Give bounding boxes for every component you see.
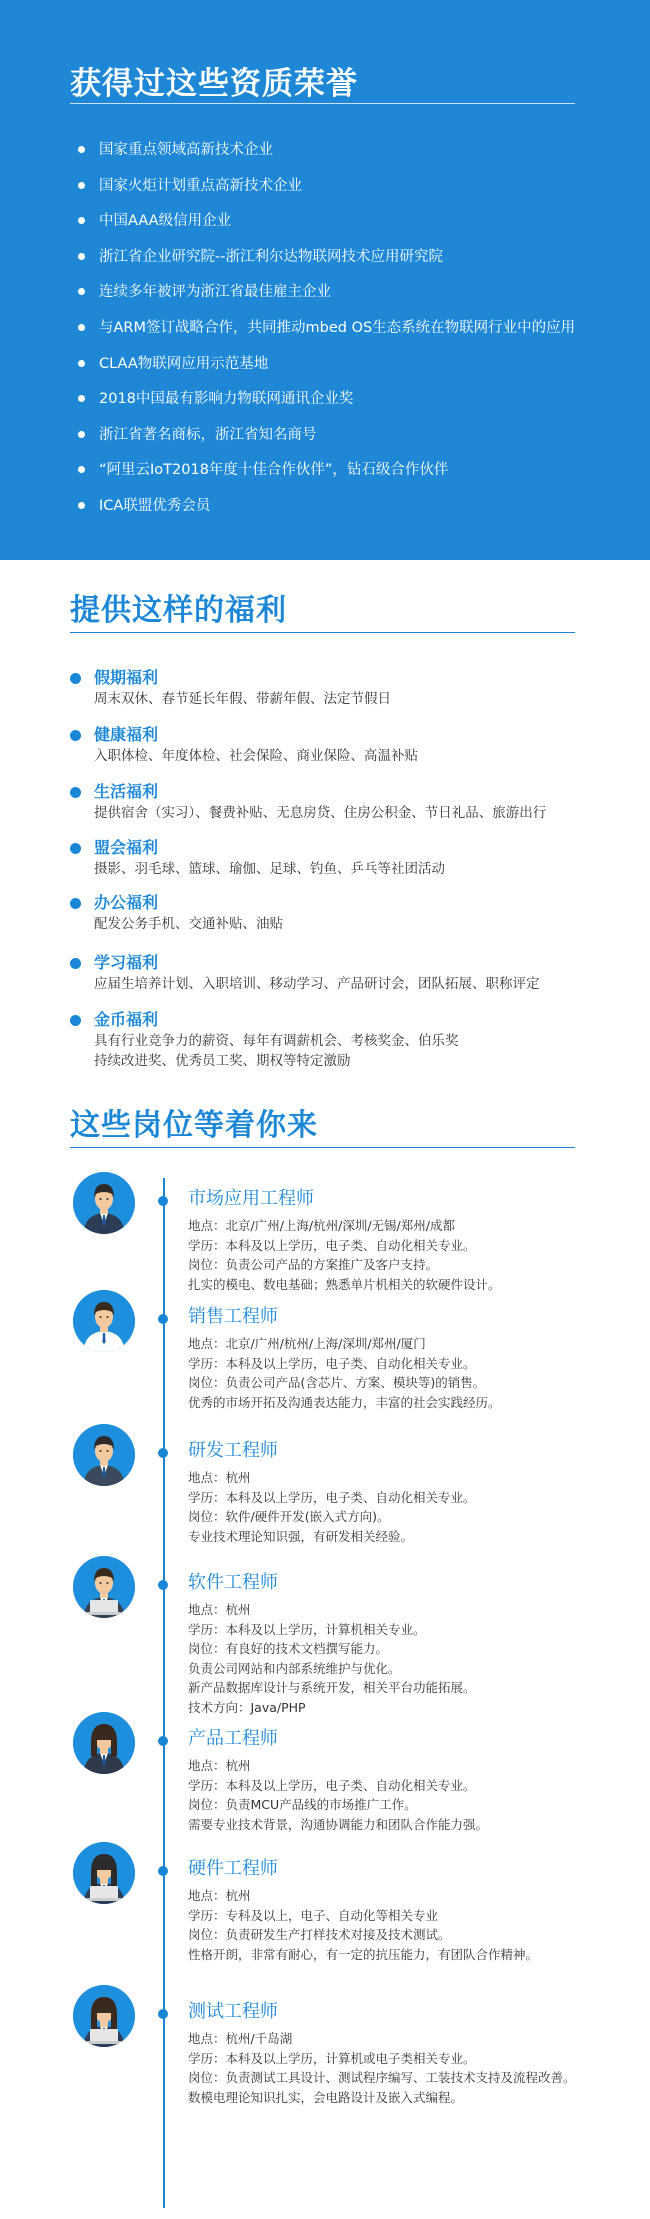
- benefits-divider: [70, 632, 575, 633]
- bullet-dot-icon: [78, 146, 85, 153]
- job-detail-line: 学历：本科及以上学历，计算机相关专业。: [188, 1621, 426, 1637]
- job-detail-line: 地点：杭州: [188, 1888, 251, 1903]
- jobs-divider: [70, 1147, 575, 1148]
- honors-divider: [70, 103, 575, 104]
- job-detail-line: 学历：本科及以上学历，计算机或电子类相关专业。: [188, 2050, 476, 2066]
- job-detail-line: 地点：杭州: [188, 1470, 251, 1485]
- bullet-dot-icon: [70, 843, 81, 854]
- bullet-dot-icon: [78, 253, 85, 260]
- job-detail-line: 岗位：负责MCU产品线的市场推广工作。: [188, 1797, 417, 1812]
- bullet-dot-icon: [70, 1015, 81, 1026]
- bullet-dot-icon: [70, 898, 81, 909]
- job-detail-line: 优秀的市场开拓及沟通表达能力，丰富的社会实践经历。: [188, 1394, 501, 1410]
- job-title: 市场应用工程师: [188, 1188, 314, 1209]
- bullet-dot-icon: [78, 502, 85, 509]
- benefit-desc: [94, 859, 445, 879]
- bullet-dot-icon: [70, 958, 81, 969]
- bullet-dot-icon: [70, 787, 81, 798]
- honor-item: [78, 316, 575, 352]
- timeline-dot-icon: [158, 1866, 168, 1876]
- benefit-name: 金币福利: [94, 1010, 159, 1029]
- honor-text: 与ARM签订战略合作，共同推动mbed OS生态系统在物联网行业中的应用: [99, 319, 576, 336]
- job-detail-line: 学历：本科及以上学历，电子类、自动化相关专业。: [188, 1489, 476, 1505]
- benefit-name: 学习福利: [94, 953, 159, 972]
- honor-text: 2018中国最有影响力物联网通讯企业奖: [99, 391, 354, 408]
- job-title: 产品工程师: [188, 1728, 278, 1749]
- bullet-dot-icon: [78, 324, 85, 331]
- timeline-dot-icon: [158, 1736, 168, 1746]
- person-avatar-icon: [73, 1556, 135, 1618]
- benefit-desc-line: 入职体检、年度体检、社会保险、商业保险、高温补贴: [94, 748, 418, 764]
- job-details: [188, 1886, 538, 1964]
- job-detail-line: 性格开朗，非常有耐心，有一定的抗压能力，有团队合作精神。: [188, 1946, 539, 1962]
- job-title: 研发工程师: [188, 1440, 278, 1461]
- benefit-desc: [94, 914, 283, 934]
- job-detail-line: 岗位：负责公司产品(含芯片、方案、模块等)的销售。: [188, 1375, 486, 1390]
- bullet-dot-icon: [78, 395, 85, 402]
- benefit-desc-line: 具有行业竞争力的薪资、每年有调薪机会、考核奖金、伯乐奖: [94, 1033, 459, 1049]
- person-avatar-icon: [73, 1172, 135, 1234]
- job-detail-line: 岗位：负责测试工具设计、测试程序编写、工装技术支持及流程改善。: [188, 2070, 576, 2085]
- honor-item: [78, 245, 575, 281]
- job-detail-line: 地点：北京/广州/杭州/上海/深圳/郑州/厦门: [188, 1336, 426, 1351]
- honor-item: [78, 458, 575, 494]
- person-avatar-icon: [73, 1842, 135, 1904]
- job-detail-line: 扎实的模电、数电基础；熟悉单片机相关的软硬件设计。: [188, 1276, 501, 1292]
- job-detail-line: 数模电理论知识扎实，会电路设计及嵌入式编程。: [188, 2089, 464, 2105]
- benefit-name: 健康福利: [94, 725, 159, 744]
- honor-text: 连续多年被评为浙江省最佳雇主企业: [99, 284, 331, 301]
- bullet-dot-icon: [78, 431, 85, 438]
- job-details: [188, 1468, 476, 1546]
- benefits-title: 提供这样的福利: [70, 593, 287, 628]
- job-detail-line: 学历：本科及以上学历，电子类、自动化相关专业。: [188, 1355, 476, 1371]
- honor-text: ICA联盟优秀会员: [99, 497, 211, 514]
- benefit-desc: [94, 803, 546, 823]
- job-detail-line: 学历：本科及以上学历，电子类、自动化相关专业。: [188, 1777, 476, 1793]
- bullet-dot-icon: [78, 360, 85, 367]
- job-detail-line: 需要专业技术背景，沟通协调能力和团队合作能力强。: [188, 1816, 489, 1832]
- job-detail-line: 学历：本科及以上学历，电子类、自动化相关专业。: [188, 1237, 476, 1253]
- timeline-line: [163, 1178, 165, 2208]
- job-details: [188, 1600, 476, 1717]
- benefit-desc-line: 摄影、羽毛球、篮球、瑜伽、足球、钓鱼、乒乓等社团活动: [94, 861, 445, 877]
- benefit-desc: [94, 746, 418, 766]
- job-detail-line: 负责公司网站和内部系统维护与优化。: [188, 1660, 401, 1676]
- bullet-dot-icon: [70, 730, 81, 741]
- honor-item: [78, 494, 575, 530]
- job-detail-line: 岗位：软件/硬件开发(嵌入式方向)。: [188, 1509, 390, 1524]
- benefit-name: 办公福利: [94, 893, 159, 912]
- job-details: [188, 1216, 501, 1294]
- timeline-dot-icon: [158, 1314, 168, 1324]
- person-avatar-icon: [73, 1290, 135, 1352]
- job-details: [188, 2029, 576, 2107]
- bullet-dot-icon: [78, 217, 85, 224]
- timeline-dot-icon: [158, 1448, 168, 1458]
- honor-item: [78, 209, 575, 245]
- job-detail-line: 技术方向：Java/PHP: [188, 1699, 306, 1715]
- job-detail-line: 岗位：有良好的技术文档撰写能力。: [188, 1641, 389, 1656]
- person-avatar-icon: [73, 1424, 135, 1486]
- honor-text: 国家火炬计划重点高新技术企业: [99, 177, 302, 194]
- person-avatar-icon: [73, 1712, 135, 1774]
- job-detail-line: 岗位：负责公司产品的方案推广及客户支持。: [188, 1257, 439, 1272]
- honor-item: [78, 423, 575, 459]
- job-detail-line: 新产品数据库设计与系统开发，相关平台功能拓展。: [188, 1680, 476, 1695]
- benefit-name: 假期福利: [94, 668, 159, 687]
- honor-text: 浙江省著名商标，浙江省知名商号: [99, 426, 317, 443]
- job-detail-line: 地点：杭州: [188, 1758, 251, 1773]
- job-detail-line: 专业技术理论知识强，有研发相关经验。: [188, 1528, 414, 1544]
- job-detail-line: 地点：杭州: [188, 1602, 251, 1617]
- person-avatar-icon: [73, 1985, 135, 2047]
- honor-item: [78, 280, 575, 316]
- honor-text: CLAA物联网应用示范基地: [99, 355, 269, 372]
- honor-text: 中国AAA级信用企业: [99, 213, 232, 230]
- job-detail-line: 岗位：负责研发生产打样技术对接及技术测试。: [188, 1927, 451, 1942]
- job-detail-line: 学历：专科及以上，电子、自动化等相关专业: [188, 1907, 439, 1923]
- honor-text: 国家重点领域高新技术企业: [99, 142, 273, 158]
- benefit-desc: [94, 974, 540, 994]
- bullet-dot-icon: [78, 182, 85, 189]
- honors-section: [0, 0, 650, 560]
- bullet-dot-icon: [78, 466, 85, 473]
- job-details: [188, 1756, 488, 1834]
- honor-text: 浙江省企业研究院--浙江利尔达物联网技术应用研究院: [99, 248, 443, 265]
- job-title: 测试工程师: [188, 2001, 278, 2022]
- benefit-desc-line: 持续改进奖、优秀员工奖、期权等特定激励: [94, 1053, 351, 1069]
- benefit-name: 盟会福利: [94, 838, 159, 857]
- job-detail-line: 地点：杭州/千岛湖: [188, 2031, 293, 2046]
- benefit-desc-line: 提供宿舍（实习）、餐费补贴、无息房贷、住房公积金、节日礼品、旅游出行: [94, 805, 547, 821]
- job-title: 销售工程师: [188, 1306, 278, 1327]
- bullet-dot-icon: [78, 288, 85, 295]
- job-details: [188, 1334, 501, 1412]
- benefit-desc-line: 配发公务手机、交通补贴、油贴: [94, 916, 283, 932]
- jobs-title: 这些岗位等着你来: [70, 1108, 318, 1143]
- timeline-dot-icon: [158, 1580, 168, 1590]
- timeline-dot-icon: [158, 1196, 168, 1206]
- honors-title: 获得过这些资质荣誉: [70, 66, 358, 102]
- honors-list: [78, 138, 575, 530]
- honor-item: [78, 387, 575, 423]
- honor-item: [78, 352, 575, 388]
- job-detail-line: 地点：北京/广州/上海/杭州/深圳/无锡/郑州/成都: [188, 1218, 455, 1233]
- benefit-desc-line: 应届生培养计划、入职培训、移动学习、产品研讨会，团队拓展、职称评定: [94, 976, 540, 992]
- benefit-desc: [94, 1031, 459, 1071]
- timeline-dot-icon: [158, 2009, 168, 2019]
- job-title: 硬件工程师: [188, 1858, 278, 1879]
- honor-text: “阿里云IoT2018年度十佳合作伙伴”，钻石级合作伙伴: [99, 462, 449, 479]
- honor-item: [78, 138, 575, 174]
- bullet-dot-icon: [70, 673, 81, 684]
- job-title: 软件工程师: [188, 1572, 278, 1593]
- honor-item: [78, 174, 575, 210]
- benefit-name: 生活福利: [94, 782, 159, 801]
- benefit-desc-line: 周末双休、春节延长年假、带薪年假、法定节假日: [94, 691, 391, 707]
- benefit-desc: [94, 689, 391, 709]
